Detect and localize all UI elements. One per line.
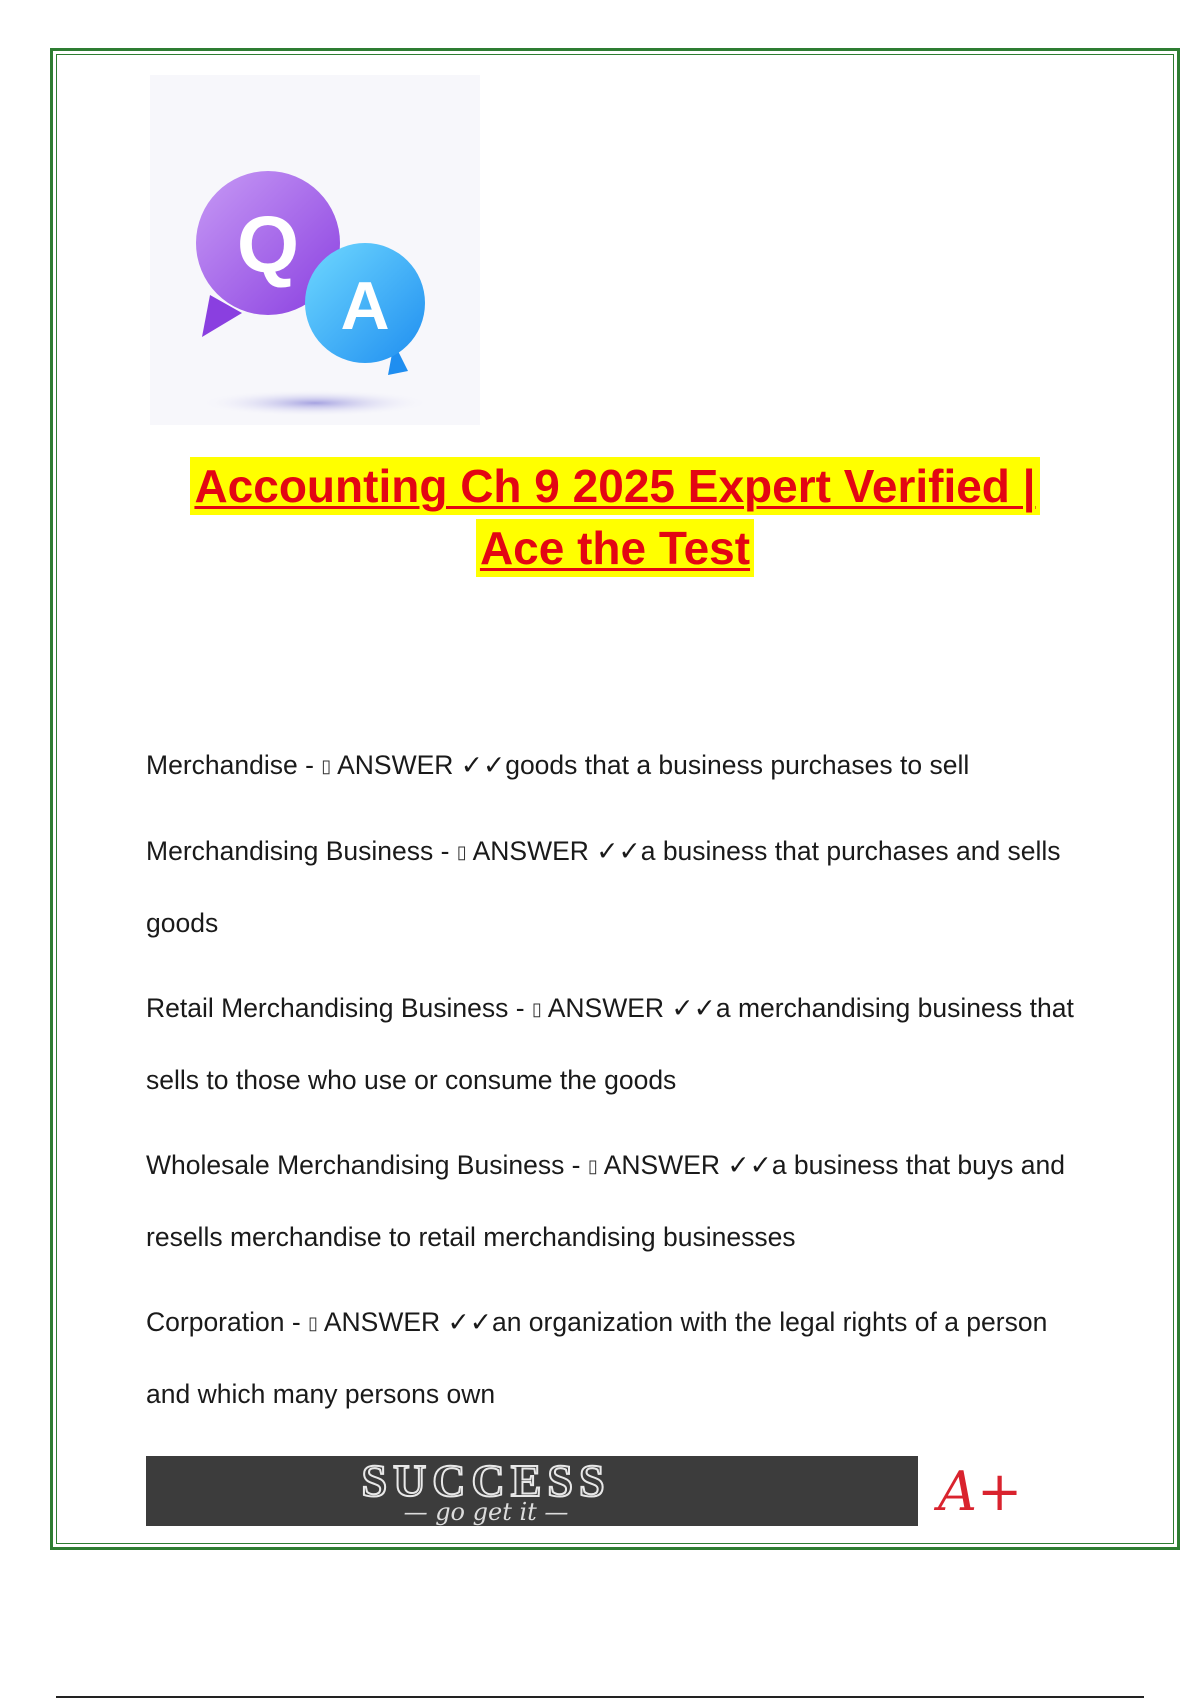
banner-word: SUCCESS bbox=[361, 1456, 611, 1506]
a-letter: A bbox=[340, 268, 390, 344]
a-bubble-icon bbox=[305, 243, 425, 375]
grade-text: A+ bbox=[938, 1462, 1023, 1522]
qa-term: Corporation - bbox=[146, 1307, 309, 1337]
qa-definition: a merchandising business that sells to those who use or consume the goods bbox=[146, 993, 1074, 1095]
answer-marker-icon: ▯ bbox=[456, 842, 467, 862]
qa-list bbox=[146, 730, 1096, 1444]
qa-item bbox=[146, 1287, 1096, 1430]
qa-term: Merchandising Business - bbox=[146, 836, 457, 866]
document-title bbox=[100, 455, 1130, 579]
q-letter: Q bbox=[236, 200, 300, 289]
answer-label: ANSWER bbox=[472, 836, 589, 866]
double-check-icon: ✓✓ bbox=[671, 993, 716, 1023]
banner-tagline: — go get it — bbox=[403, 1498, 569, 1526]
qa-definition: an organization with the legal rights of a person and which many persons own bbox=[146, 1307, 1048, 1409]
page-divider bbox=[56, 1696, 1144, 1698]
success-banner bbox=[146, 1456, 918, 1526]
qa-definition: goods that a business purchases to sell bbox=[505, 750, 970, 780]
double-check-icon: ✓✓ bbox=[727, 1150, 772, 1180]
answer-marker-icon: ▯ bbox=[308, 1313, 318, 1333]
qa-item bbox=[146, 973, 1096, 1116]
grade-mark bbox=[932, 1462, 1072, 1522]
answer-label: ANSWER bbox=[603, 1150, 721, 1180]
answer-label: ANSWER bbox=[547, 993, 665, 1023]
answer-marker-icon: ▯ bbox=[321, 756, 332, 776]
qa-logo bbox=[150, 75, 480, 425]
qa-definition: a business that purchases and sells goods bbox=[146, 836, 1061, 938]
title-line-1: Accounting Ch 9 2025 Expert Verified | bbox=[190, 457, 1039, 515]
double-check-icon: ✓✓ bbox=[460, 750, 506, 780]
qa-item bbox=[146, 816, 1096, 959]
qa-definition: a business that buys and resells merchandise to retail merchandising businesses bbox=[146, 1150, 1065, 1252]
double-check-icon: ✓✓ bbox=[447, 1307, 492, 1337]
qa-item bbox=[146, 1130, 1096, 1273]
qa-term: Merchandise - bbox=[146, 750, 322, 780]
answer-label: ANSWER bbox=[323, 1307, 441, 1337]
logo-shadow bbox=[195, 389, 435, 417]
qa-item bbox=[146, 730, 1096, 802]
answer-label: ANSWER bbox=[337, 750, 454, 780]
answer-marker-icon: ▯ bbox=[587, 1156, 598, 1176]
answer-marker-icon: ▯ bbox=[531, 999, 542, 1019]
double-check-icon: ✓✓ bbox=[596, 836, 641, 866]
title-line-2: Ace the Test bbox=[476, 519, 754, 577]
qa-term: Wholesale Merchandising Business - bbox=[146, 1150, 588, 1180]
qa-term: Retail Merchandising Business - bbox=[146, 993, 532, 1023]
